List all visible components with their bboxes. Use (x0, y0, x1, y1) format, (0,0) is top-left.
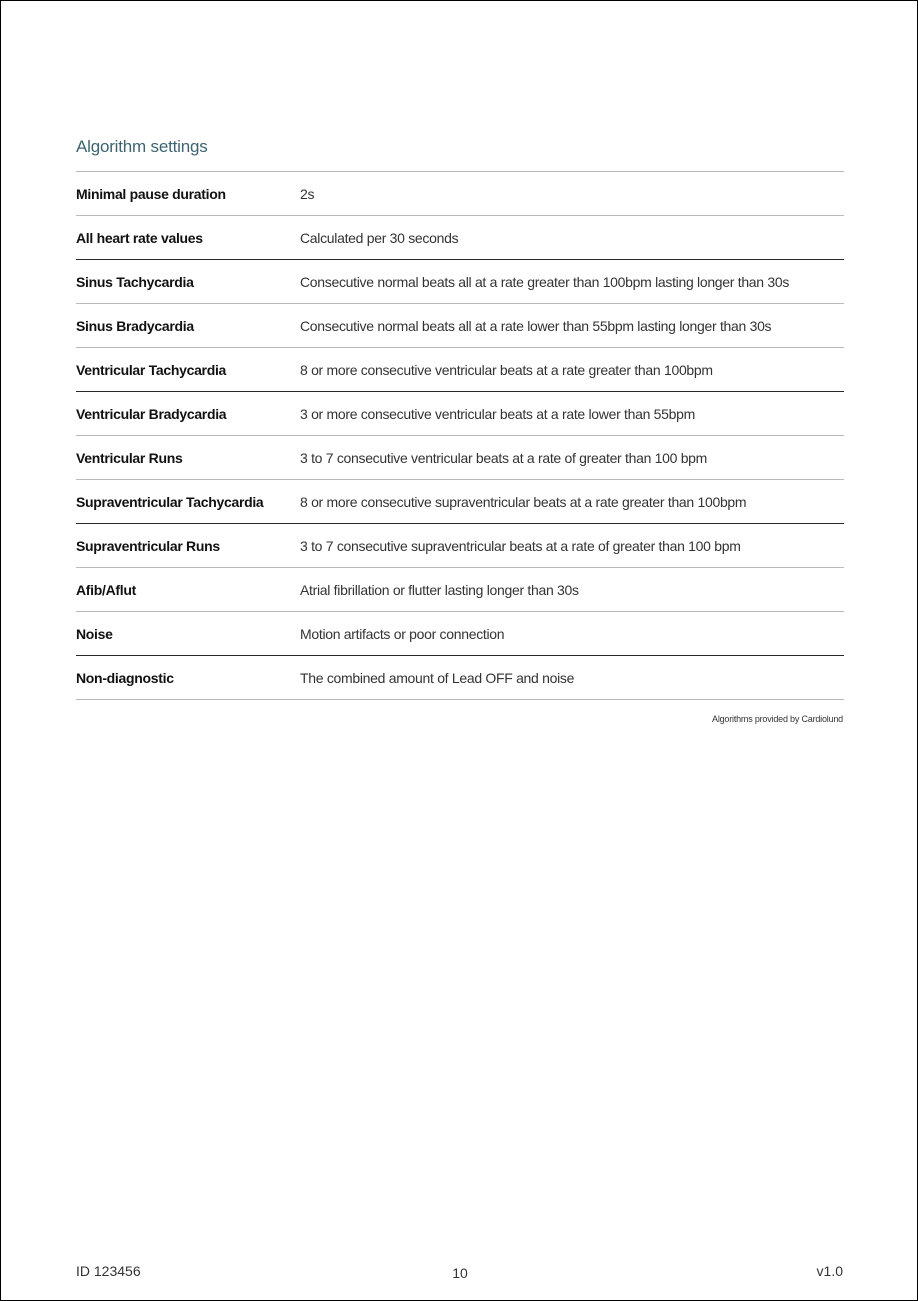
settings-row-heart-rate (76, 216, 844, 260)
setting-label: Noise (76, 625, 113, 642)
setting-label: Ventricular Tachycardia (76, 361, 227, 378)
footer-page-number: 10 (452, 1265, 468, 1281)
setting-value: 3 or more consecutive ventricular beats at a rate lower than 55bpm (300, 405, 695, 422)
settings-row-sinus-tachycardia (76, 260, 844, 304)
setting-label: Supraventricular Tachycardia (76, 493, 264, 510)
setting-value: The combined amount of Lead OFF and noise (300, 669, 575, 686)
footer-patient-id: ID 123456 (76, 1263, 141, 1279)
settings-row-sinus-bradycardia (76, 304, 844, 348)
setting-value: Calculated per 30 seconds (300, 229, 459, 246)
setting-label: Minimal pause duration (76, 185, 226, 202)
setting-label: Sinus Tachycardia (76, 273, 194, 290)
setting-value: Atrial fibrillation or flutter lasting longer than 30s (300, 581, 579, 598)
settings-row-minimal-pause (76, 172, 844, 216)
setting-label: Ventricular Bradycardia (76, 405, 227, 422)
settings-row-noise (76, 612, 844, 656)
setting-value: Consecutive normal beats all at a rate lower than 55bpm lasting longer than 30s (300, 317, 772, 334)
setting-value: 8 or more consecutive supraventricular beats at a rate greater than 100bpm (300, 493, 747, 510)
footer-version: v1.0 (816, 1263, 843, 1279)
setting-value: 3 to 7 consecutive supraventricular beats at a rate of greater than 100 bpm (300, 537, 741, 554)
settings-row-ventricular-runs (76, 436, 844, 480)
settings-row-non-diagnostic (76, 656, 844, 700)
setting-value: 2s (300, 185, 315, 202)
setting-label: Sinus Bradycardia (76, 317, 194, 334)
settings-row-supraventricular-runs (76, 524, 844, 568)
section-title: Algorithm settings (76, 137, 208, 156)
algorithm-settings-table (76, 171, 844, 700)
setting-value: 3 to 7 consecutive ventricular beats at a rate of greater than 100 bpm (300, 449, 708, 466)
algorithm-credit: Algorithms provided by Cardiolund (712, 714, 843, 724)
setting-label: Ventricular Runs (76, 449, 183, 466)
settings-row-ventricular-bradycardia (76, 392, 844, 436)
setting-value: Consecutive normal beats all at a rate greater than 100bpm lasting longer than 30s (300, 273, 790, 290)
setting-label: Afib/Aflut (76, 581, 136, 598)
setting-value: Motion artifacts or poor connection (300, 625, 505, 642)
settings-row-afib-aflut (76, 568, 844, 612)
settings-row-ventricular-tachycardia (76, 348, 844, 392)
settings-row-supraventricular-tachycardia (76, 480, 844, 524)
setting-value: 8 or more consecutive ventricular beats at a rate greater than 100bpm (300, 361, 713, 378)
setting-label: Non-diagnostic (76, 669, 174, 686)
setting-label: All heart rate values (76, 229, 203, 246)
setting-label: Supraventricular Runs (76, 537, 220, 554)
